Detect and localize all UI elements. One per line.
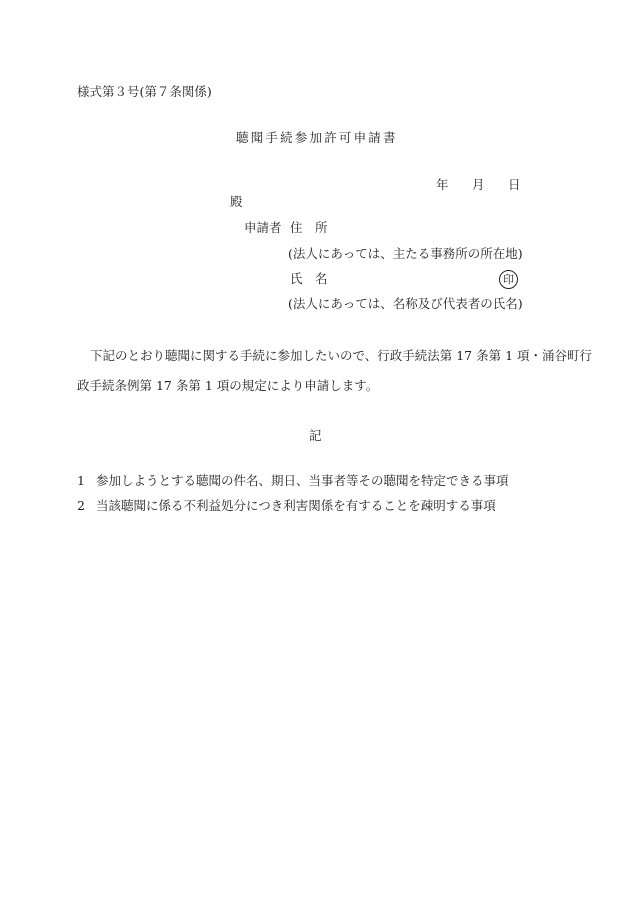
date-year-label: 年 xyxy=(436,177,449,192)
body-line-2: 政手続条例第 17 条第 1 項の規定により申請します。 xyxy=(77,378,379,393)
document-title: 聴聞手続参加許可申請書 xyxy=(236,130,398,145)
name-label: 氏 名 xyxy=(290,271,328,286)
form-number: 様式第３号(第７条関係) xyxy=(77,84,212,99)
name-note: (法人にあっては、名称及び代表者の氏名) xyxy=(288,296,523,311)
item-text: 参加しようとする聴聞の件名、期日、当事者等その聴聞を特定できる事項 xyxy=(96,473,509,488)
ki-heading: 記 xyxy=(309,428,322,443)
applicant-label: 申請者 xyxy=(244,220,282,235)
addressee-suffix: 殿 xyxy=(230,194,243,209)
seal-mark: 印 xyxy=(499,270,518,289)
item-text: 当該聴聞に係る不利益処分につき利害関係を有することを疎明する事項 xyxy=(96,498,496,513)
address-note: (法人にあっては、主たる事務所の所在地) xyxy=(288,246,523,261)
date-month-label: 月 xyxy=(472,177,485,192)
date-day-label: 日 xyxy=(508,177,521,192)
item-number: 1 xyxy=(77,473,85,488)
item-number: 2 xyxy=(77,498,85,513)
address-label: 住 所 xyxy=(290,220,328,235)
body-line-1: 下記のとおり聴聞に関する手続に参加したいので、行政手続法第 17 条第 1 項・涌谷町行 xyxy=(90,348,593,363)
